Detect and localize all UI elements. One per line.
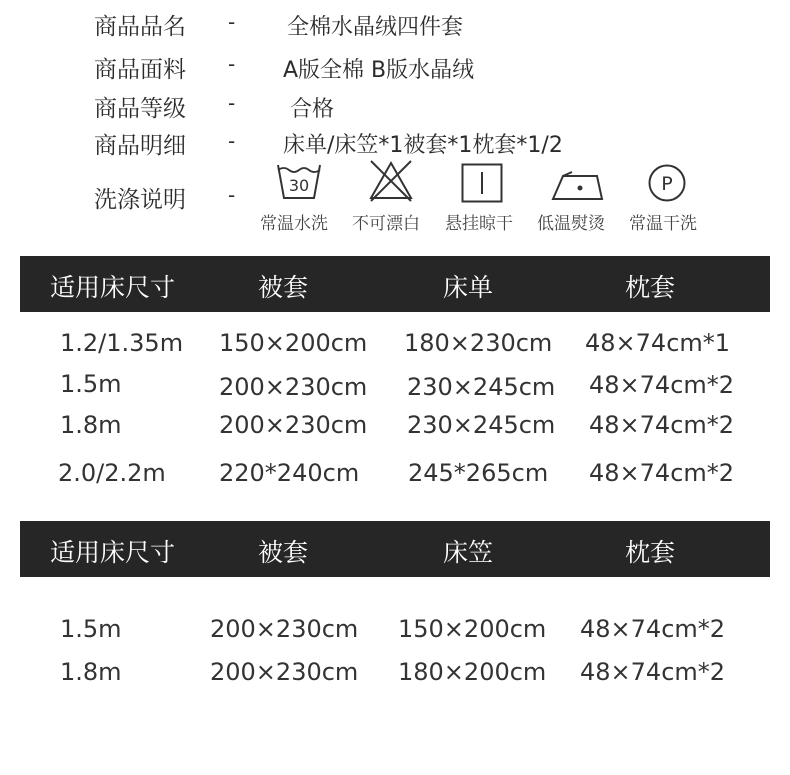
table-cell: 1.2/1.35m bbox=[60, 329, 184, 357]
table1-header-pillowcase: 枕套 bbox=[625, 273, 676, 302]
care-caption: 低温熨烫 bbox=[537, 214, 605, 234]
spec-value-grade: 合格 bbox=[290, 97, 335, 122]
spec-sep: - bbox=[228, 52, 236, 76]
care-caption: 常温水洗 bbox=[260, 214, 328, 234]
table-cell: 150×200cm bbox=[398, 615, 547, 643]
table-cell: 180×230cm bbox=[404, 329, 553, 357]
table2-header-size: 适用床尺寸 bbox=[50, 538, 176, 567]
table-cell: 200×230cm bbox=[219, 373, 368, 401]
table-cell: 230×245cm bbox=[407, 373, 556, 401]
spec-sep: - bbox=[228, 10, 236, 34]
spec-label-detail: 商品明细 bbox=[94, 133, 186, 159]
table-cell: 1.5m bbox=[60, 370, 122, 398]
table-cell: 1.8m bbox=[60, 411, 122, 439]
table2-header-pillowcase: 枕套 bbox=[625, 538, 676, 567]
care-caption: 悬挂晾干 bbox=[445, 214, 513, 234]
table-cell: 1.5m bbox=[60, 615, 122, 643]
table1-header-duvet: 被套 bbox=[258, 273, 309, 302]
table2-header-duvet: 被套 bbox=[258, 538, 309, 567]
svg-text:P: P bbox=[661, 173, 673, 195]
table-cell: 245*265cm bbox=[408, 459, 549, 487]
table-cell: 230×245cm bbox=[407, 411, 556, 439]
table-cell: 48×74cm*2 bbox=[580, 615, 726, 643]
spec-sep: - bbox=[228, 183, 236, 207]
table-cell: 180×200cm bbox=[398, 658, 547, 686]
table-cell: 200×230cm bbox=[210, 658, 359, 686]
table-cell: 48×74cm*1 bbox=[585, 329, 731, 357]
care-label: 洗涤说明 bbox=[94, 187, 186, 213]
spec-sep: - bbox=[228, 91, 236, 115]
table-cell: 2.0/2.2m bbox=[58, 459, 166, 487]
table-cell: 1.8m bbox=[60, 658, 122, 686]
no-bleach-icon bbox=[368, 158, 414, 204]
care-caption: 不可漂白 bbox=[352, 214, 420, 234]
spec-label-grade: 商品等级 bbox=[94, 96, 186, 122]
spec-sep: - bbox=[228, 129, 236, 153]
table-cell: 150×200cm bbox=[219, 329, 368, 357]
table-cell: 48×74cm*2 bbox=[580, 658, 726, 686]
table-cell: 200×230cm bbox=[210, 615, 359, 643]
table2-header-fitted-sheet: 床笠 bbox=[443, 538, 494, 567]
table-cell: 48×74cm*2 bbox=[589, 459, 735, 487]
table-cell: 220*240cm bbox=[219, 459, 360, 487]
spec-value-detail: 床单/床笠*1被套*1枕套*1/2 bbox=[283, 133, 563, 158]
low-iron-icon bbox=[550, 170, 606, 202]
care-caption: 常温干洗 bbox=[629, 214, 697, 234]
table1-header-sheet: 床单 bbox=[443, 273, 494, 302]
spec-value-name: 全棉水晶绒四件套 bbox=[287, 15, 464, 40]
table1-header-size: 适用床尺寸 bbox=[50, 273, 176, 302]
wash-30-icon bbox=[276, 162, 322, 202]
svg-text:30: 30 bbox=[288, 176, 310, 195]
table-cell: 48×74cm*2 bbox=[589, 371, 735, 399]
spec-label-fabric: 商品面料 bbox=[94, 57, 186, 83]
spec-label-name: 商品品名 bbox=[94, 14, 186, 40]
dry-clean-p-icon bbox=[647, 163, 687, 203]
table-cell: 48×74cm*2 bbox=[589, 411, 735, 439]
table-cell: 200×230cm bbox=[219, 411, 368, 439]
spec-value-fabric: A版全棉 B版水晶绒 bbox=[283, 58, 475, 83]
hang-dry-icon bbox=[461, 163, 503, 203]
